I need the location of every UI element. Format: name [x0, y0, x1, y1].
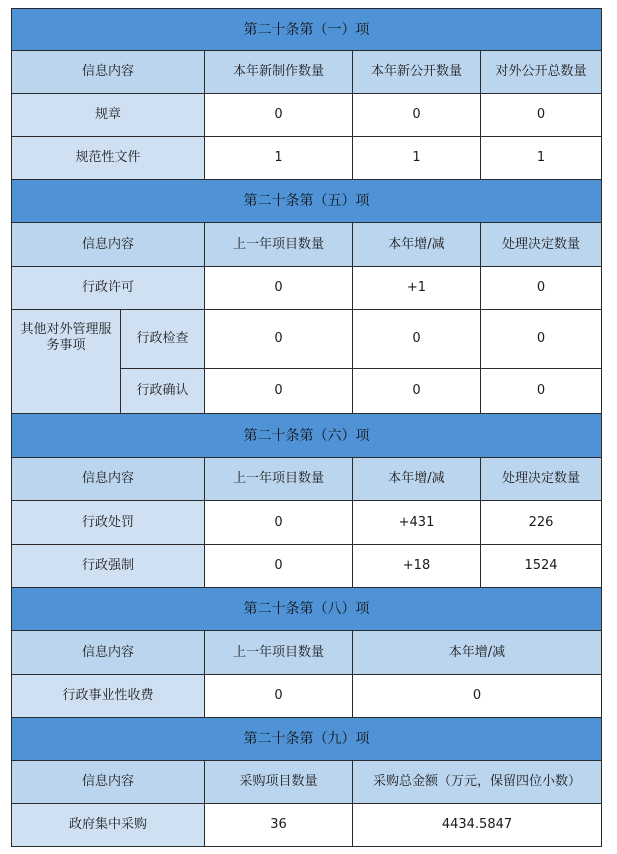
column-header: 上一年项目数量	[204, 457, 353, 501]
table-cell: +18	[352, 544, 481, 588]
table-cell: 36	[204, 803, 353, 847]
column-header: 上一年项目数量	[204, 630, 353, 675]
table-cell: 0	[352, 309, 481, 369]
table-cell: 0	[352, 93, 481, 137]
column-header: 本年增/减	[352, 630, 602, 675]
table-cell: 0	[352, 368, 481, 414]
column-header: 处理决定数量	[480, 222, 602, 267]
column-header: 上一年项目数量	[204, 222, 353, 267]
column-header: 信息内容	[11, 457, 205, 501]
group-label: 其他对外管理服务事项	[11, 309, 121, 414]
row-label: 规章	[11, 93, 205, 137]
column-header: 采购总金额（万元，保留四位小数）	[352, 760, 602, 804]
column-header: 信息内容	[11, 760, 205, 804]
row-label: 行政事业性收费	[11, 674, 205, 718]
column-header: 采购项目数量	[204, 760, 353, 804]
column-header: 信息内容	[11, 50, 205, 94]
table-cell: 0	[204, 266, 353, 310]
section-title: 第二十条第（九）项	[11, 717, 602, 761]
table-cell: +431	[352, 500, 481, 545]
column-header: 本年增/减	[352, 457, 481, 501]
table-cell: 0	[204, 368, 353, 414]
table-cell: 0	[480, 309, 602, 369]
section-title: 第二十条第（六）项	[11, 413, 602, 458]
table-cell: 0	[480, 368, 602, 414]
row-label: 行政许可	[11, 266, 205, 310]
column-header: 处理决定数量	[480, 457, 602, 501]
column-header: 对外公开总数量	[480, 50, 602, 94]
row-label: 政府集中采购	[11, 803, 205, 847]
table-cell: 1	[204, 136, 353, 180]
table-cell: 0	[204, 500, 353, 545]
row-label: 行政处罚	[11, 500, 205, 545]
column-header: 信息内容	[11, 222, 205, 267]
table-cell: 0	[204, 93, 353, 137]
section-title: 第二十条第（五）项	[11, 179, 602, 223]
table-cell: +1	[352, 266, 481, 310]
section-title: 第二十条第（一）项	[11, 8, 602, 51]
table-cell: 1524	[480, 544, 602, 588]
row-label: 规范性文件	[11, 136, 205, 180]
table-cell: 0	[204, 544, 353, 588]
column-header: 信息内容	[11, 630, 205, 675]
section-title: 第二十条第（八）项	[11, 587, 602, 631]
table-cell: 4434.5847	[352, 803, 602, 847]
table-cell: 0	[480, 93, 602, 137]
column-header: 本年增/减	[352, 222, 481, 267]
column-header: 本年新制作数量	[204, 50, 353, 94]
row-label: 行政确认	[120, 368, 205, 414]
table-cell: 1	[352, 136, 481, 180]
table-cell: 226	[480, 500, 602, 545]
row-label: 行政强制	[11, 544, 205, 588]
table-cell: 0	[480, 266, 602, 310]
table-cell: 0	[352, 674, 602, 718]
table-cell: 1	[480, 136, 602, 180]
table-cell: 0	[204, 674, 353, 718]
table-cell: 0	[204, 309, 353, 369]
row-label: 行政检查	[120, 309, 205, 369]
column-header: 本年新公开数量	[352, 50, 481, 94]
